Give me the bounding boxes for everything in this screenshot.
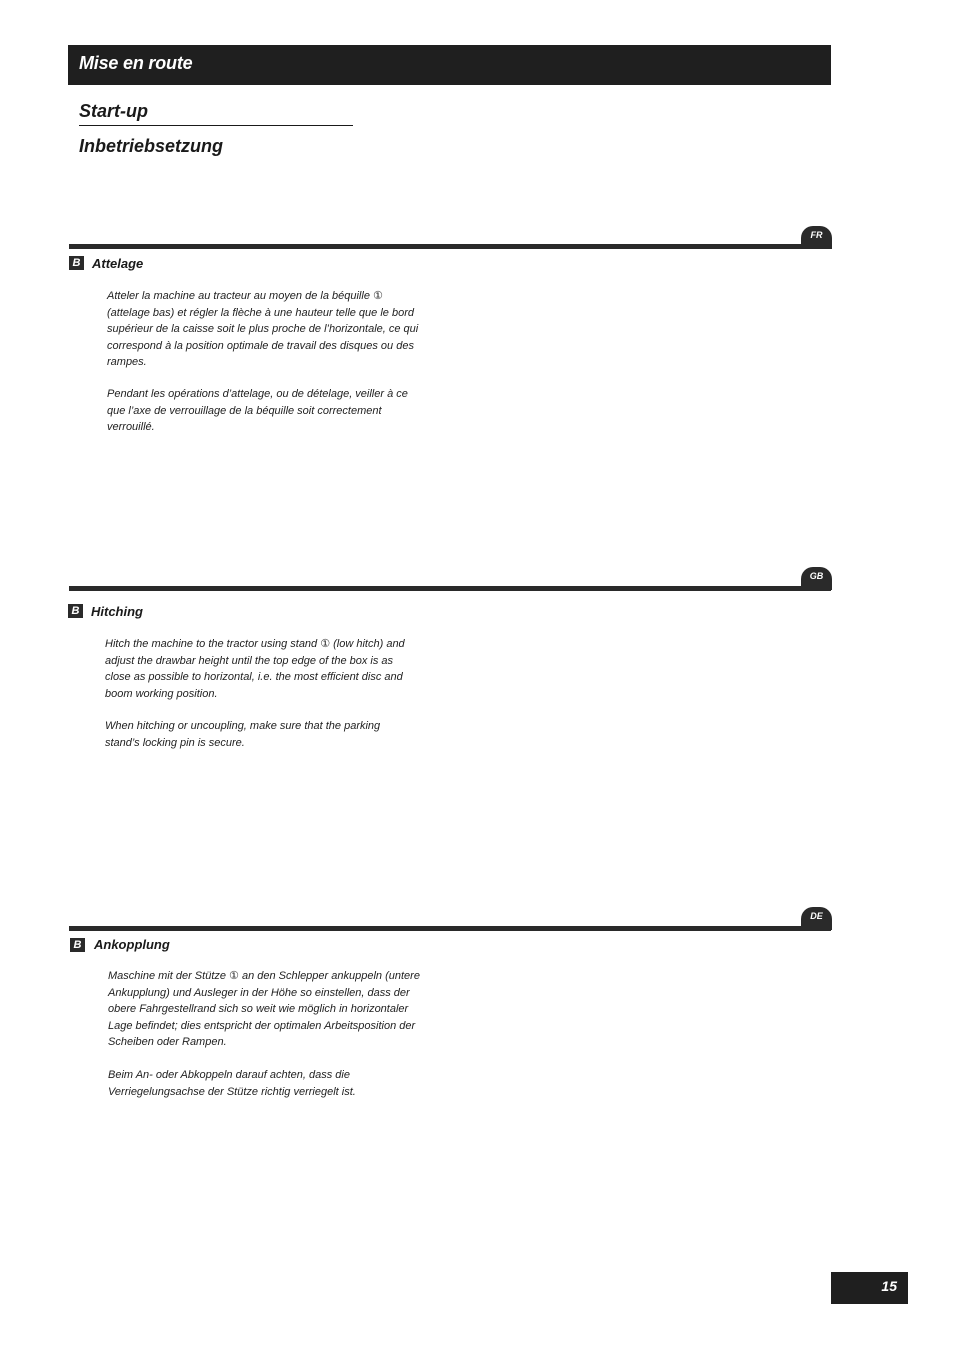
language-tab-fr: FR (801, 226, 832, 249)
paragraph-de-1: Maschine mit der Stütze ① an den Schlepper ankuppeln (untere Ankupplung) und Ausleger in der Höhe so einstellen, dass der obere Fahrgestellrand sich so weit wie möglich in horizontaler Lage befindet; dies entspricht der optimalen Arbeitsposition der Scheiben oder Rampen. (108, 970, 420, 1049)
chapter-header-bar (68, 45, 831, 85)
section-badge-fr: B (69, 256, 84, 270)
paragraph-fr-1: Atteler la machine au tracteur au moyen de la béquille ① (attelage bas) et régler la flèche à une hauteur telle que le bord supérieur de la caisse soit le plus proche de l’horizontale, ce qui correspond à la position optimale de travail des disques ou des rampes. (107, 290, 419, 369)
section-rule-fr (69, 244, 831, 249)
page-number-box (831, 1272, 908, 1304)
section-title-gb: Hitching (91, 604, 143, 619)
section-badge-gb: B (68, 604, 83, 618)
chapter-subtitle-english: Start-up (79, 101, 148, 121)
page-number: 15 (881, 1278, 897, 1294)
section-title-fr: Attelage (92, 256, 144, 271)
paragraph-de-2: Beim An- oder Abkoppeln darauf achten, dass die Verriegelungsachse der Stütze richtig verriegelt ist. (108, 1069, 356, 1098)
subtitle-underline (79, 125, 353, 126)
language-tab-de: DE (801, 907, 832, 930)
language-tab-gb: GB (801, 567, 832, 590)
section-rule-de (69, 926, 831, 931)
section-title-de: Ankopplung (94, 937, 170, 952)
chapter-subtitle-german: Inbetriebsetzung (79, 136, 224, 156)
section-badge-de: B (70, 938, 85, 952)
chapter-title: Mise en route (79, 53, 193, 73)
paragraph-gb-1: Hitch the machine to the tractor using stand ① (low hitch) and adjust the drawbar height until the top edge of the box is as close as possible to horizontal, i.e. the most efficient disc and boom working position. (105, 638, 405, 700)
section-rule-gb (69, 586, 831, 591)
paragraph-gb-2: When hitching or uncoupling, make sure that the parking stand’s locking pin is secure. (105, 720, 381, 749)
paragraph-fr-2: Pendant les opérations d’attelage, ou de dételage, veiller à ce que l’axe de verrouillage de la béquille soit correctement verrouillé. (107, 388, 408, 434)
